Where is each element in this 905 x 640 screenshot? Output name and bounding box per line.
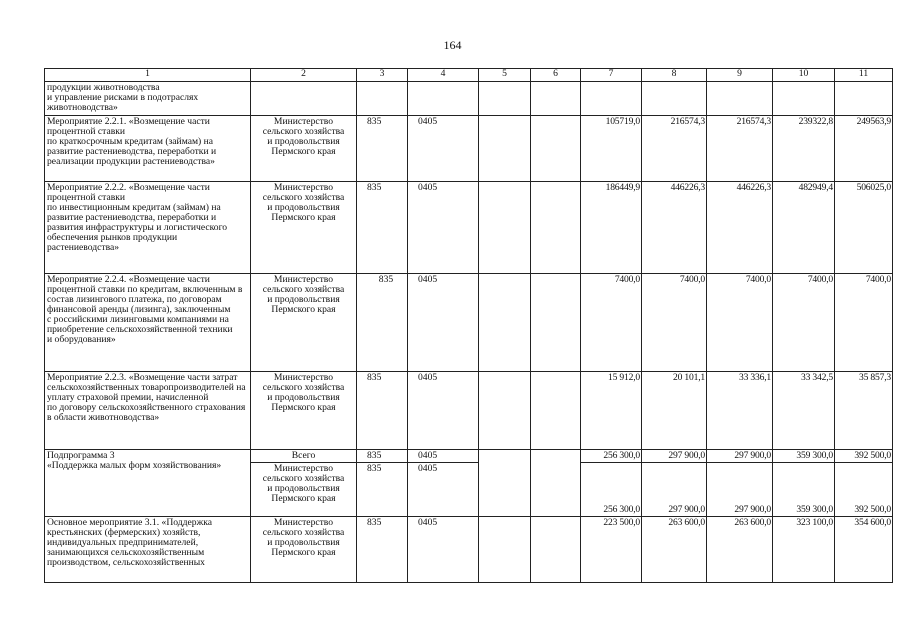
rzpr-cell: 0405 xyxy=(408,463,479,517)
grbs-cell: 835 xyxy=(357,463,408,517)
csr-cell xyxy=(479,274,531,372)
activity-name: Мероприятие 2.2.4. «Возмещение части процентной ставки по кредитам, включенным в состав лизингового платежа, по договорам финансовой аренды (лизинга), заключенным с российскими лизинговыми компаниями на приобретение сельскохозяйственной техники и оборудования» xyxy=(45,274,251,372)
rzpr-cell: 0405 xyxy=(408,182,479,274)
value-cell: 354 600,0 xyxy=(835,517,893,583)
table-row xyxy=(45,274,893,372)
value-cell: 263 600,0 xyxy=(707,517,773,583)
table-row xyxy=(45,82,893,116)
value-cell: 392 500,0 xyxy=(835,450,893,463)
vr-cell xyxy=(531,82,581,116)
value-cell: 15 912,0 xyxy=(581,372,642,450)
vr-cell xyxy=(531,274,581,372)
csr-cell xyxy=(479,517,531,583)
header-cell: 4 xyxy=(408,69,479,82)
value-cell: 33 342,5 xyxy=(773,372,835,450)
activity-name: Основное мероприятие 3.1. «Поддержка крестьянских (фермерских) хозяйств, индивидуальных предпринимателей, занимающихся сельскохозяйственным производством, сельскохозяйственных xyxy=(45,517,251,583)
value-cell: 35 857,3 xyxy=(835,372,893,450)
csr-cell xyxy=(479,116,531,182)
value-cell: 223 500,0 xyxy=(581,517,642,583)
table-row xyxy=(45,116,893,182)
grbs-cell: 835 xyxy=(357,116,408,182)
table-row xyxy=(45,517,893,583)
grbs-cell: 835 xyxy=(357,182,408,274)
header-cell: 1 xyxy=(45,69,251,82)
grbs-cell xyxy=(357,82,408,116)
csr-cell xyxy=(479,182,531,274)
responsible-cell: Министерство сельского хозяйства и продовольствия Пермского края xyxy=(251,116,357,182)
value-cell: 482949,4 xyxy=(773,182,835,274)
value-cell: 7400,0 xyxy=(642,274,707,372)
page-number: 164 xyxy=(443,38,462,52)
rzpr-cell xyxy=(408,82,479,116)
vr-cell xyxy=(531,372,581,450)
value-cell: 297 900,0 xyxy=(707,450,773,463)
table-row xyxy=(45,372,893,450)
header-cell: 5 xyxy=(479,69,531,82)
value-cell xyxy=(581,82,642,116)
value-cell xyxy=(835,82,893,116)
value-cell: 297 900,0 xyxy=(707,463,773,517)
value-cell: 7400,0 xyxy=(707,274,773,372)
value-cell: 216574,3 xyxy=(642,116,707,182)
vr-cell xyxy=(531,182,581,274)
value-cell: 256 300,0 xyxy=(581,463,642,517)
header-cell: 8 xyxy=(642,69,707,82)
csr-cell xyxy=(479,82,531,116)
value-cell xyxy=(642,82,707,116)
csr-cell xyxy=(479,372,531,450)
value-cell: 263 600,0 xyxy=(642,517,707,583)
value-cell: 392 500,0 xyxy=(835,463,893,517)
activity-name: Мероприятие 2.2.1. «Возмещение части процентной ставки по краткосрочным кредитам (займам) на развитие растениеводства, переработки и реализации продукции растениеводства» xyxy=(45,116,251,182)
subprogram-name: Подпрограмма 3 «Поддержка малых форм хозяйствования» xyxy=(45,450,251,517)
vr-cell xyxy=(531,116,581,182)
value-cell: 239322,8 xyxy=(773,116,835,182)
grbs-cell: 835 xyxy=(357,450,408,463)
header-cell: 7 xyxy=(581,69,642,82)
header-cell: 11 xyxy=(835,69,893,82)
rzpr-cell: 0405 xyxy=(408,517,479,583)
budget-table xyxy=(44,68,893,583)
activity-name: Мероприятие 2.2.2. «Возмещение части процентной ставки по инвестиционным кредитам (займам) на развитие растениеводства, переработки и развития инфраструктуры и логистического обеспечения рынков продукции растениеводства» xyxy=(45,182,251,274)
grbs-cell: 835 xyxy=(357,274,408,372)
activity-name: Мероприятие 2.2.3. «Возмещение части затрат сельскохозяйственных товаропроизводителей на уплату страховой премии, начисленной по договору сельскохозяйственного страхования в области животноводства» xyxy=(45,372,251,450)
value-cell: 7400,0 xyxy=(773,274,835,372)
value-cell: 249563,9 xyxy=(835,116,893,182)
value-cell: 33 336,1 xyxy=(707,372,773,450)
header-cell: 3 xyxy=(357,69,408,82)
header-row xyxy=(45,69,893,82)
responsible-cell: Министерство сельского хозяйства и продовольствия Пермского края xyxy=(251,517,357,583)
vr-cell xyxy=(531,450,581,517)
grbs-cell: 835 xyxy=(357,372,408,450)
grbs-cell: 835 xyxy=(357,517,408,583)
value-cell: 297 900,0 xyxy=(642,450,707,463)
value-cell: 506025,0 xyxy=(835,182,893,274)
value-cell: 446226,3 xyxy=(707,182,773,274)
responsible-cell xyxy=(251,82,357,116)
vr-cell xyxy=(531,517,581,583)
value-cell: 359 300,0 xyxy=(773,450,835,463)
header-cell: 10 xyxy=(773,69,835,82)
value-cell: 7400,0 xyxy=(835,274,893,372)
value-cell: 323 100,0 xyxy=(773,517,835,583)
csr-cell xyxy=(479,450,531,517)
responsible-cell: Министерство сельского хозяйства и продовольствия Пермского края xyxy=(251,463,357,517)
value-cell xyxy=(707,82,773,116)
value-cell: 359 300,0 xyxy=(773,463,835,517)
value-cell: 256 300,0 xyxy=(581,450,642,463)
rzpr-cell: 0405 xyxy=(408,372,479,450)
value-cell: 216574,3 xyxy=(707,116,773,182)
header-cell: 2 xyxy=(251,69,357,82)
rzpr-cell: 0405 xyxy=(408,116,479,182)
responsible-cell: Всего xyxy=(251,450,357,463)
value-cell: 446226,3 xyxy=(642,182,707,274)
value-cell: 20 101,1 xyxy=(642,372,707,450)
value-cell xyxy=(773,82,835,116)
responsible-cell: Министерство сельского хозяйства и продовольствия Пермского края xyxy=(251,274,357,372)
header-cell: 9 xyxy=(707,69,773,82)
responsible-cell: Министерство сельского хозяйства и продовольствия Пермского края xyxy=(251,372,357,450)
responsible-cell: Министерство сельского хозяйства и продовольствия Пермского края xyxy=(251,182,357,274)
value-cell: 7400,0 xyxy=(581,274,642,372)
value-cell: 297 900,0 xyxy=(642,463,707,517)
activity-name: продукции животноводства и управление рисками в подотраслях животноводства» xyxy=(45,82,251,116)
subprogram-total-row xyxy=(45,450,893,463)
rzpr-cell: 0405 xyxy=(408,274,479,372)
rzpr-cell: 0405 xyxy=(408,450,479,463)
table-row xyxy=(45,182,893,274)
value-cell: 105719,0 xyxy=(581,116,642,182)
value-cell: 186449,9 xyxy=(581,182,642,274)
header-cell: 6 xyxy=(531,69,581,82)
